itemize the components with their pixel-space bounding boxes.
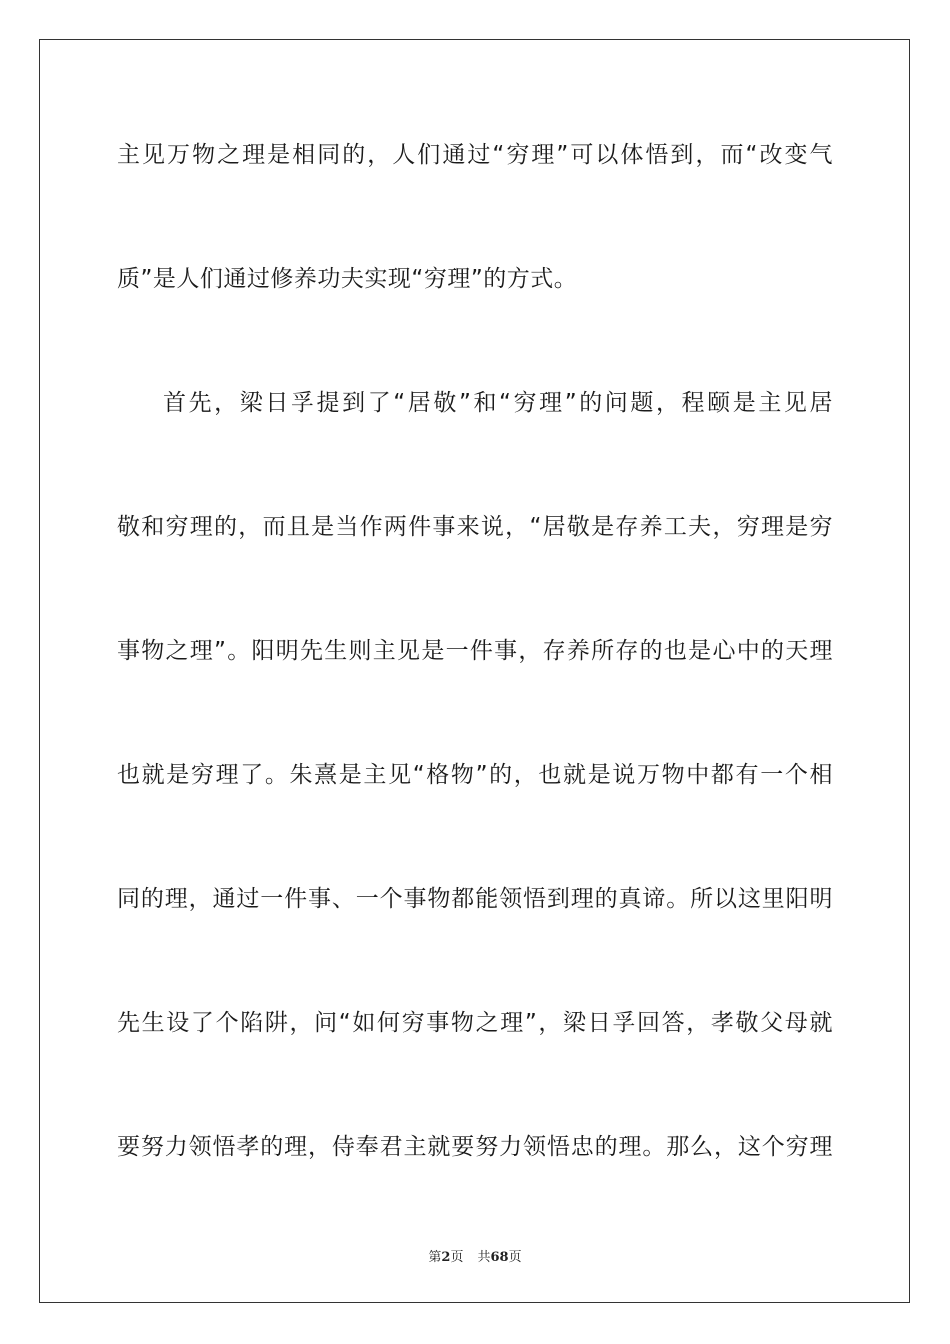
document-body <box>117 124 833 1240</box>
text-line: 先生设了个陷阱，问“如何穷事物之理”，梁日孚回答，孝敬父母就 <box>117 1010 833 1036</box>
text-line: 同的理，通过一件事、一个事物都能领悟到理的真谛。所以这里阳明 <box>117 886 833 912</box>
text-line: 主见万物之理是相同的，人们通过“穷理”可以体悟到，而“改变气 <box>117 142 833 168</box>
text-line: 质”是人们通过修养功夫实现“穷理”的方式。 <box>117 266 578 292</box>
footer-page-suffix: 页 <box>450 1250 464 1265</box>
text-line: 也就是穷理了。朱熹是主见“格物”的，也就是说万物中都有一个相 <box>117 762 833 788</box>
text-line: 敬和穷理的，而且是当作两件事来说，“居敬是存养工夫，穷理是穷 <box>117 514 833 540</box>
footer-prefix: 第 <box>428 1250 442 1265</box>
current-page-number: 2 <box>441 1250 451 1265</box>
text-line: 首先，梁日孚提到了“居敬”和“穷理”的问题，程颐是主见居 <box>163 390 833 416</box>
footer-total-prefix: 共 <box>477 1250 491 1265</box>
page-footer <box>0 1246 950 1265</box>
text-line: 要努力领悟孝的理，侍奉君主就要努力领悟忠的理。那么，这个穷理 <box>117 1134 833 1160</box>
footer-total-suffix: 页 <box>508 1250 522 1265</box>
text-line: 事物之理”。阳明先生则主见是一件事，存养所存的也是心中的天理 <box>117 638 833 664</box>
total-page-count: 68 <box>490 1250 509 1265</box>
